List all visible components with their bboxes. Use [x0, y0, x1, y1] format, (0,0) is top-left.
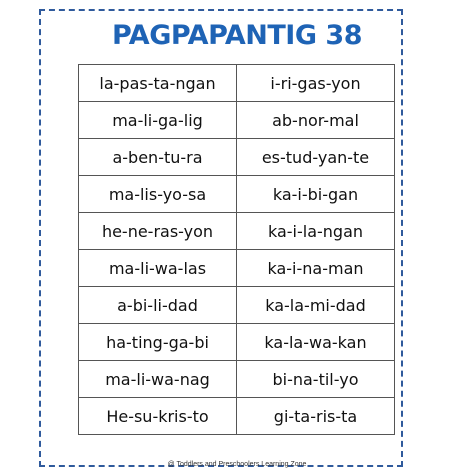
syllable-table-body [79, 65, 395, 435]
syllable-word-cell: ma-lis-yo-sa [79, 176, 237, 213]
page-title: PAGPAPANTIG 38 [112, 20, 362, 51]
table-row [79, 213, 395, 250]
syllable-word-cell: la-pas-ta-ngan [79, 65, 237, 102]
syllable-word-cell: ma-li-wa-las [79, 250, 237, 287]
syllable-word-cell: ka-la-wa-kan [237, 324, 395, 361]
footer-credit: @ Toddlers and Preschoolers Learning Zone [167, 461, 307, 468]
syllable-word-cell: bi-na-til-yo [237, 361, 395, 398]
table-row [79, 102, 395, 139]
syllable-word-cell: ka-i-na-man [237, 250, 395, 287]
table-row [79, 287, 395, 324]
syllable-word-cell: i-ri-gas-yon [237, 65, 395, 102]
table-row [79, 324, 395, 361]
syllable-word-cell: ab-nor-mal [237, 102, 395, 139]
syllable-word-cell: he-ne-ras-yon [79, 213, 237, 250]
syllable-word-cell: ma-li-ga-lig [79, 102, 237, 139]
table-row [79, 398, 395, 435]
syllable-word-cell: ha-ting-ga-bi [79, 324, 237, 361]
syllable-word-cell: He-su-kris-to [79, 398, 237, 435]
table-row [79, 250, 395, 287]
syllable-word-cell: ka-i-la-ngan [237, 213, 395, 250]
syllable-word-cell: es-tud-yan-te [237, 139, 395, 176]
syllable-word-cell: ka-i-bi-gan [237, 176, 395, 213]
table-row [79, 361, 395, 398]
syllable-word-cell: gi-ta-ris-ta [237, 398, 395, 435]
syllable-word-cell: ma-li-wa-nag [79, 361, 237, 398]
table-row [79, 139, 395, 176]
syllable-word-cell: a-ben-tu-ra [79, 139, 237, 176]
table-row [79, 65, 395, 102]
table-row [79, 176, 395, 213]
syllable-word-cell: ka-la-mi-dad [237, 287, 395, 324]
syllable-word-cell: a-bi-li-dad [79, 287, 237, 324]
syllable-table [78, 64, 395, 435]
